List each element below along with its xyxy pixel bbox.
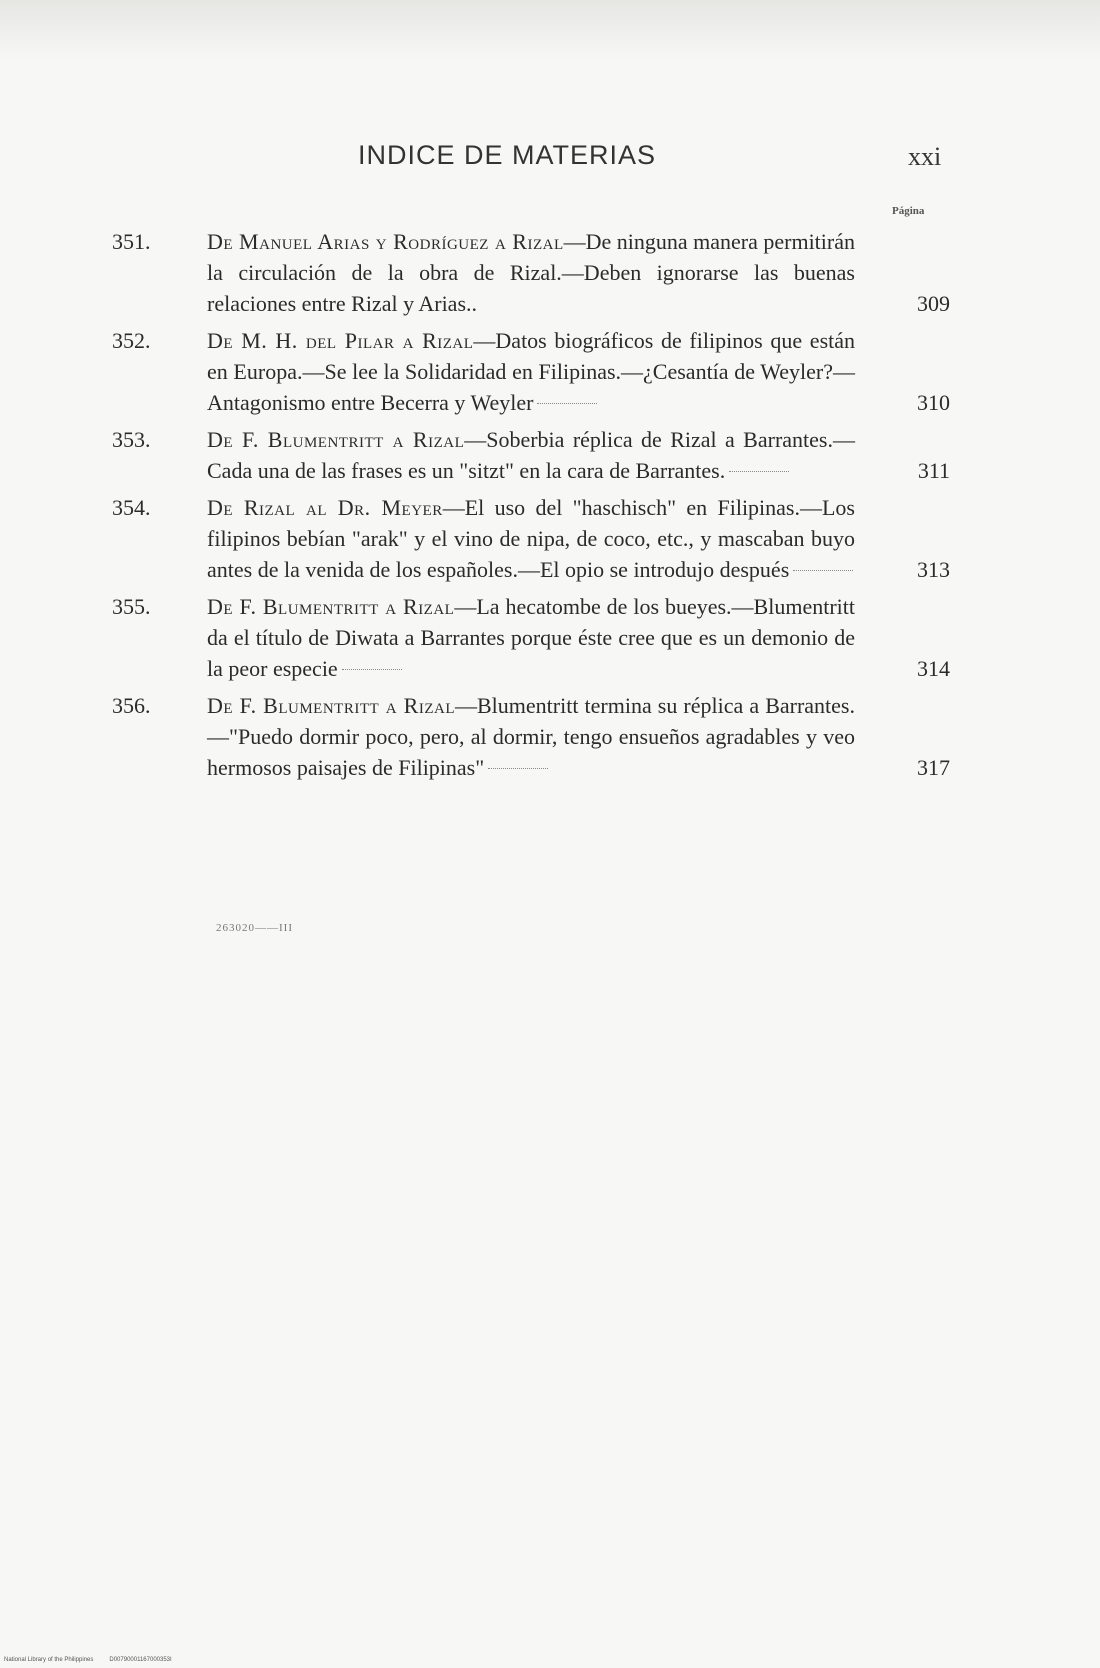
entry-summary: —De ninguna manera permitirán la circulación de la obra de Rizal.—Deben ignorarse las buenas relaciones entre Rizal y Arias.. <box>207 229 856 316</box>
entry-title: De M. H. del Pilar a Rizal <box>207 328 474 353</box>
entry-description <box>207 591 855 684</box>
page-title: INDICE DE MATERIAS <box>358 140 657 170</box>
entry-number: 351. <box>112 229 151 254</box>
table-of-contents <box>112 226 950 789</box>
entry-summary: —Datos biográficos de filipinos que están en Europa.—Se lee la Solidaridad en Filipinas.—¿Cesantía de Weyler?—Antagonismo entre Becerra y Weyler <box>207 328 856 415</box>
entry-number: 352. <box>112 328 151 353</box>
dot-leader <box>488 768 548 769</box>
toc-entry-356 <box>112 690 950 783</box>
entry-page-number: 317 <box>917 755 950 780</box>
entry-number: 356. <box>112 693 151 718</box>
toc-entry-352 <box>112 325 950 418</box>
scan-credit-footer <box>4 1657 172 1663</box>
entry-summary: —Blumentritt termina su réplica a Barrantes.—"Puedo dormir poco, pero, al dormir, tengo ensueños agradables y veo hermosos paisajes de Filipinas" <box>207 693 855 780</box>
entry-description <box>207 690 855 783</box>
entry-page-number: 309 <box>917 291 950 316</box>
entry-page-number: 313 <box>917 557 950 582</box>
entry-summary: —La hecatombe de los bueyes.—Blumentritt da el título de Diwata a Barrantes porque éste cree que es un demonio de la peor especie <box>207 594 855 681</box>
entry-number: 353. <box>112 427 151 452</box>
entry-title: De F. Blumentritt a Rizal <box>207 594 455 619</box>
toc-entry-355 <box>112 591 950 684</box>
page-column-label: Página <box>892 205 925 217</box>
library-credit: National Library of the Philippines <box>4 1657 94 1663</box>
dot-leader <box>537 403 597 404</box>
entry-number: 354. <box>112 495 151 520</box>
entry-description <box>207 492 855 585</box>
entry-title: De Manuel Arias y Rodríguez a Rizal <box>207 229 564 254</box>
dot-leader <box>793 570 853 571</box>
entry-page-number: 311 <box>917 458 950 483</box>
toc-entry-353 <box>112 424 950 486</box>
entry-title: De F. Blumentritt a Rizal <box>207 693 455 718</box>
printer-mark: 263020——III <box>216 922 293 934</box>
entry-description <box>207 424 855 486</box>
scan-code: D00790001167000353I <box>109 1657 172 1663</box>
entry-number: 355. <box>112 594 151 619</box>
toc-entry-354 <box>112 492 950 585</box>
entry-title: De Rizal al Dr. Meyer <box>207 495 443 520</box>
entry-description <box>207 226 855 319</box>
entry-page-number: 310 <box>917 390 950 415</box>
scan-top-shading <box>0 0 1100 60</box>
page-header <box>0 140 1100 180</box>
dot-leader <box>342 669 402 670</box>
entry-summary: —El uso del "haschisch" en Filipinas.—Los filipinos bebían "arak" y el vino de nipa, de coco, etc., y mascaban buyo antes de la venida de los españoles.—El opio se introdujo después <box>207 495 855 582</box>
entry-summary: —Soberbia réplica de Rizal a Barrantes.—Cada una de las frases es un "sitzt" en la cara de Barrantes. <box>207 427 855 483</box>
toc-entry-351 <box>112 226 950 319</box>
entry-page-number: 314 <box>917 656 950 681</box>
page-number: xxi <box>908 142 942 171</box>
entry-title: De F. Blumentritt a Rizal <box>207 427 465 452</box>
entry-description <box>207 325 855 418</box>
dot-leader <box>729 471 789 472</box>
